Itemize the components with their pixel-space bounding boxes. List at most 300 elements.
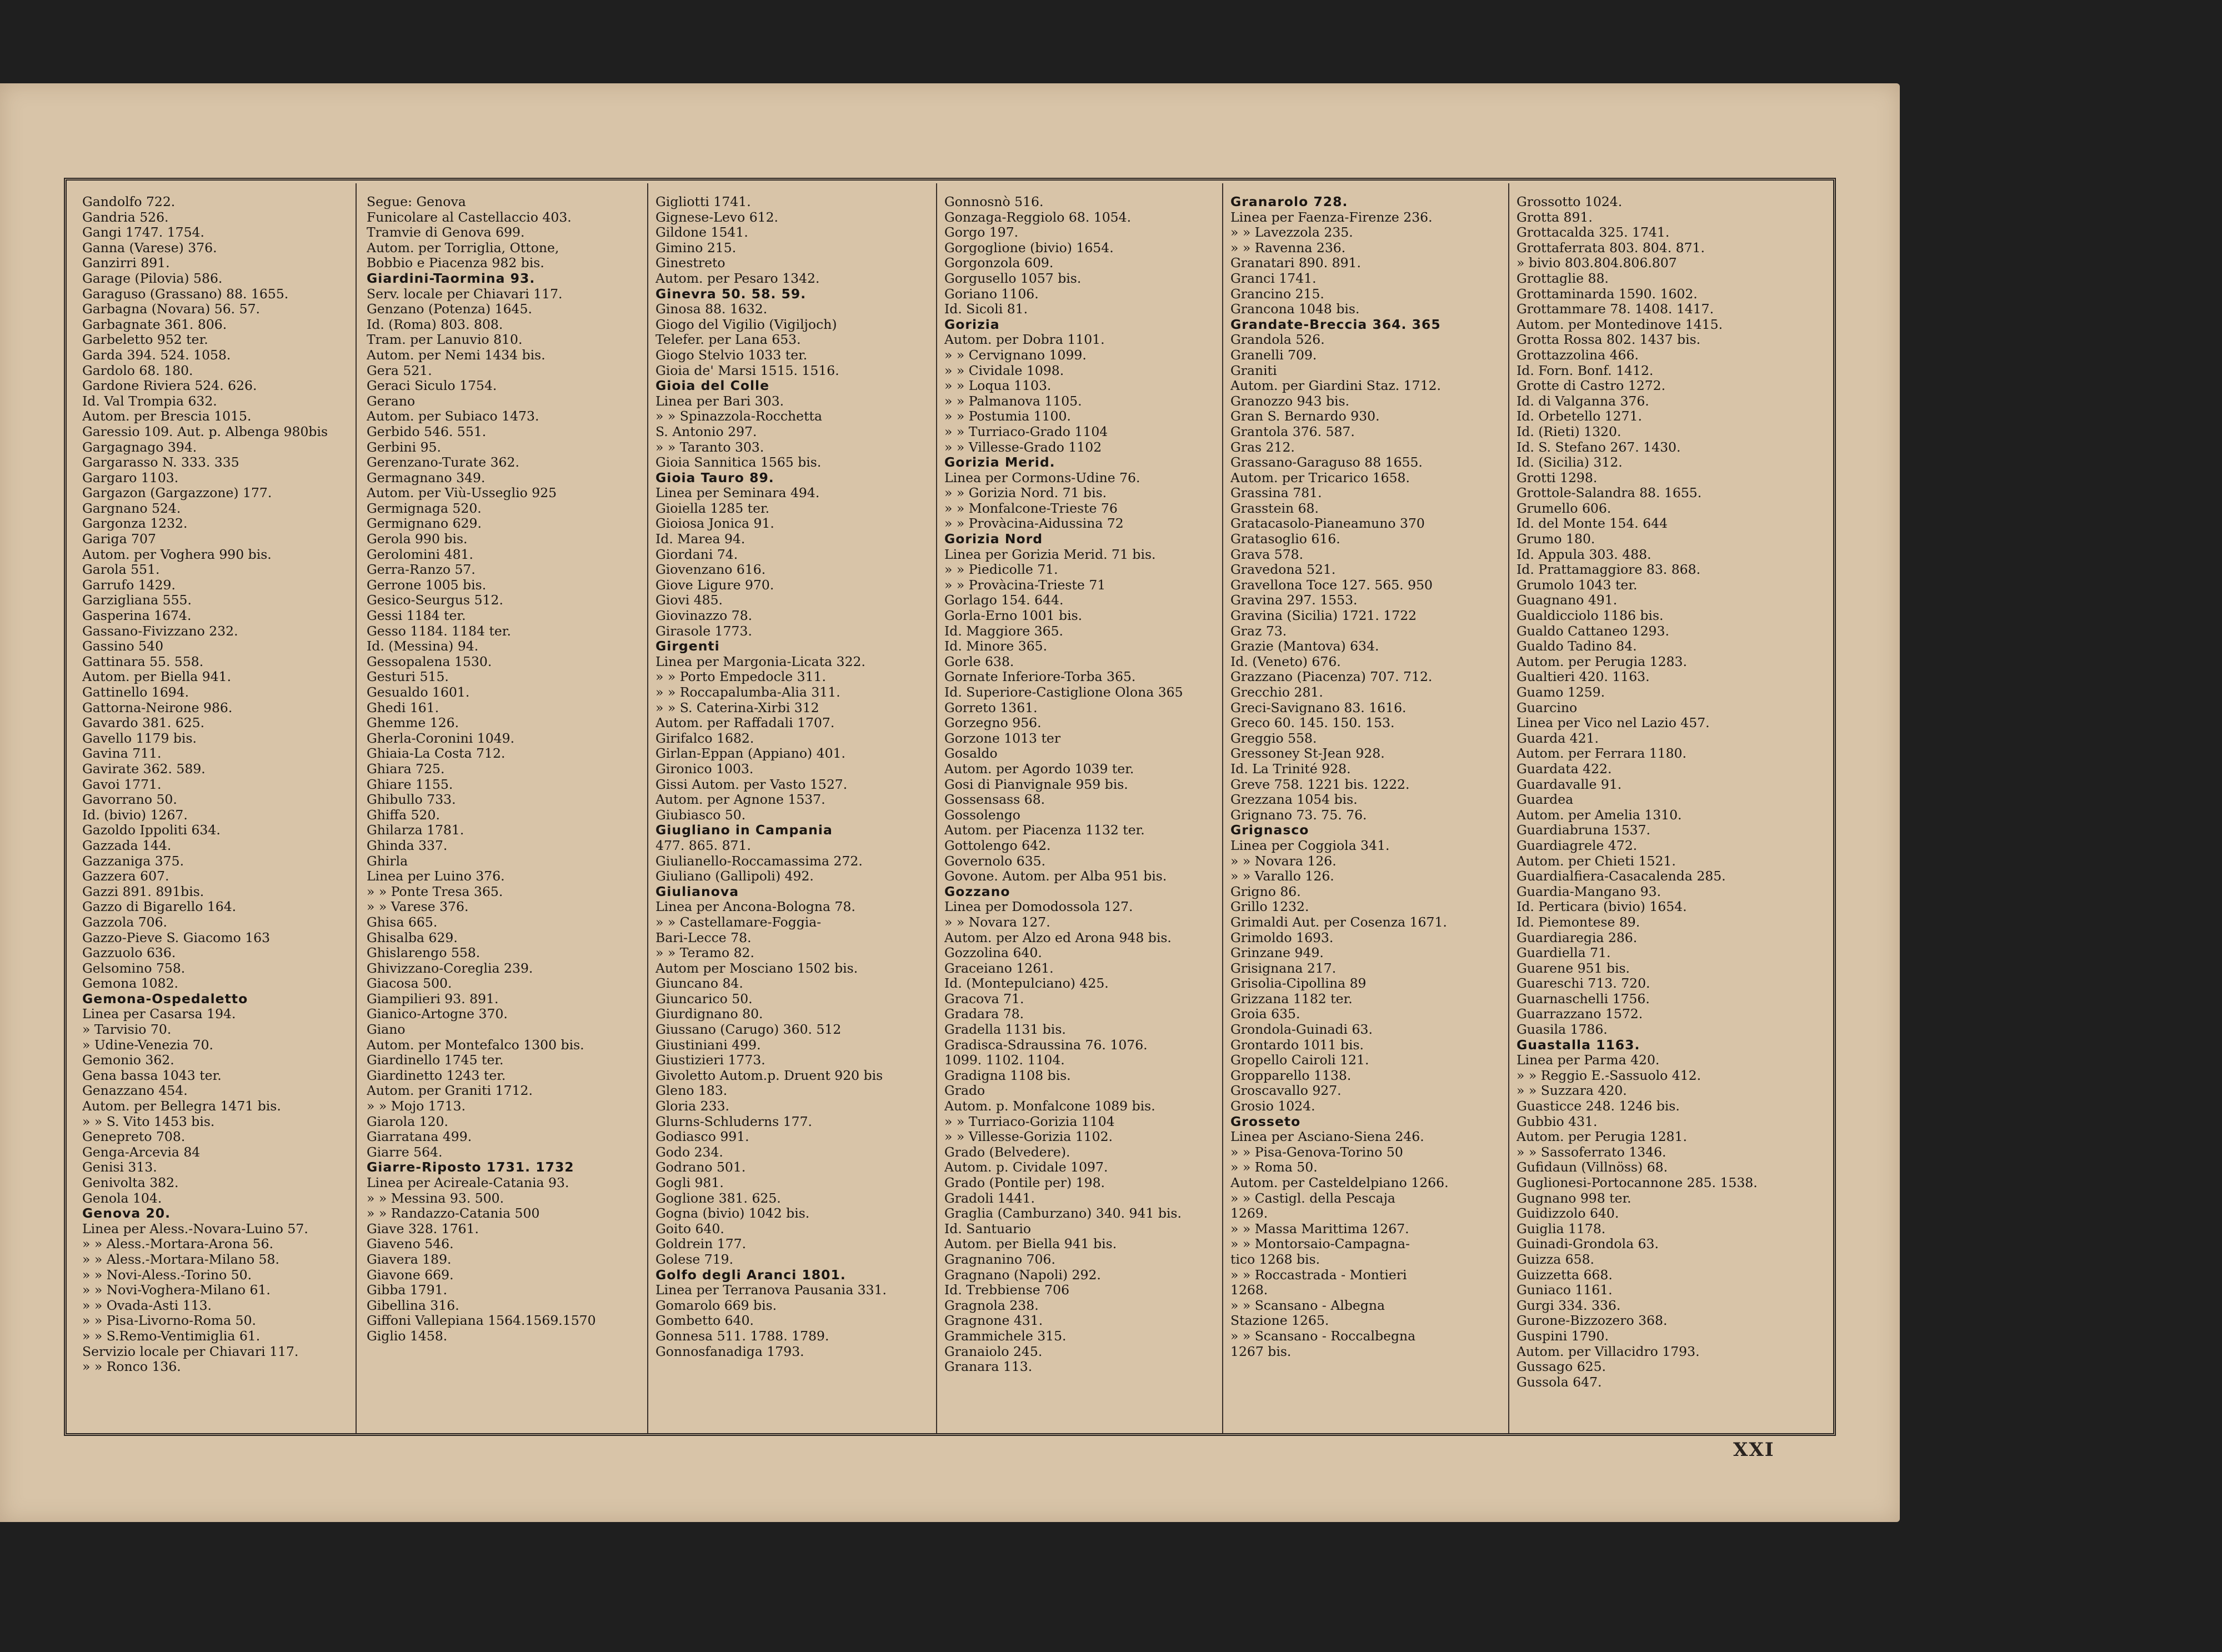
- index-entry: Id. (Montepulciano) 425.: [944, 975, 1109, 992]
- index-entry: Grottaminarda 1590. 1602.: [1517, 286, 1698, 302]
- index-entry: Id. Maggiore 365.: [944, 623, 1064, 639]
- index-entry: Id. Orbetello 1271.: [1517, 408, 1642, 424]
- index-entry: » Udine-Venezia 70.: [82, 1037, 213, 1053]
- index-entry: Gravellona Toce 127. 565. 950: [1230, 577, 1433, 593]
- index-entry: » » Novi-Voghera-Milano 61.: [82, 1282, 271, 1298]
- index-entry: Ghedi 161.: [367, 699, 439, 715]
- index-entry: Gerano: [367, 393, 416, 409]
- index-entry: Gazzera 607.: [82, 868, 169, 884]
- index-entry: Id. del Monte 154. 644: [1517, 515, 1668, 532]
- index-entry: Gragnano (Napoli) 292.: [944, 1266, 1101, 1283]
- index-entry: Id. (bivio) 1267.: [82, 807, 188, 823]
- index-entry: Autom per Mosciano 1502 bis.: [655, 960, 858, 976]
- index-entry: Ghiare 1155.: [367, 776, 453, 792]
- index-entry: Giardinello 1745 ter.: [367, 1052, 504, 1068]
- index-entry: Id. Forn. Bonf. 1412.: [1517, 362, 1654, 378]
- index-entry: Ghirla: [367, 853, 408, 869]
- index-entry: Gonnesa 511. 1788. 1789.: [655, 1328, 829, 1344]
- index-entry: Linea per Coggiola 341.: [1230, 837, 1390, 853]
- index-entry: Grancona 1048 bis.: [1230, 301, 1360, 317]
- index-entry: Grottole-Salandra 88. 1655.: [1517, 485, 1702, 501]
- index-entry: » » Roccastrada - Montieri: [1230, 1266, 1407, 1283]
- index-entry: Germignano 629.: [367, 515, 482, 532]
- index-entry: Gragnone 431.: [944, 1313, 1043, 1329]
- index-entry: Giogo Stelvio 1033 ter.: [655, 347, 808, 363]
- index-entry: Gandolfo 722.: [82, 194, 176, 209]
- index-entry: Girlan-Eppan (Appiano) 401.: [655, 745, 845, 762]
- index-entry: Grisignana 217.: [1230, 960, 1337, 976]
- index-entry: » bivio 803.804.806.807: [1517, 255, 1677, 271]
- index-entry: Autom. per Agnone 1537.: [655, 792, 825, 808]
- index-entry: Id. Piemontese 89.: [1517, 914, 1640, 930]
- index-entry: Gras 212.: [1230, 439, 1295, 455]
- index-entry: Autom. per Pesaro 1342.: [655, 270, 820, 286]
- index-entry: Bari-Lecce 78.: [655, 929, 752, 945]
- index-entry: Id. (Roma) 803. 808.: [367, 316, 503, 332]
- column-rule: [936, 183, 937, 1433]
- index-entry: Grassina 781.: [1230, 485, 1322, 501]
- index-entry: Guasticce 248. 1246 bis.: [1517, 1098, 1680, 1114]
- index-entry: 477. 865. 871.: [655, 837, 751, 853]
- index-entry: Gottolengo 642.: [944, 837, 1051, 853]
- index-entry: » » Ronco 136.: [82, 1359, 181, 1375]
- index-entry: Linea per Luino 376.: [367, 868, 505, 884]
- index-entry: Gurone-Bizzozero 368.: [1517, 1313, 1668, 1329]
- index-entry: Gombetto 640.: [655, 1313, 754, 1329]
- index-entry: Gazzi 891. 891bis.: [82, 883, 204, 899]
- index-entry: Garaguso (Grassano) 88. 1655.: [82, 286, 289, 302]
- index-entry: Gena bassa 1043 ter.: [82, 1067, 222, 1083]
- index-entry: Gorzegno 956.: [944, 715, 1042, 731]
- index-entry: Gogli 981.: [655, 1175, 724, 1190]
- index-entry: Garbeletto 952 ter.: [82, 332, 208, 348]
- index-entry: Linea per Ancona-Bologna 78.: [655, 899, 855, 915]
- index-entry: Gesico-Seurgus 512.: [367, 592, 503, 608]
- index-entry: » » Cividale 1098.: [944, 362, 1064, 378]
- index-entry: » » Ravenna 236.: [1230, 239, 1346, 256]
- index-entry: Id. S. Stefano 267. 1430.: [1517, 439, 1681, 455]
- index-entry: Guamo 1259.: [1517, 684, 1605, 700]
- index-entry: Giuncano 84.: [655, 975, 743, 992]
- index-entry: Genazzano 454.: [82, 1083, 188, 1099]
- index-entry: » » Monfalcone-Trieste 76: [944, 500, 1118, 516]
- index-entry: Gardone Riviera 524. 626.: [82, 378, 257, 394]
- index-entry: Godo 234.: [655, 1144, 723, 1160]
- index-entry: Gianico-Artogne 370.: [367, 1006, 508, 1022]
- index-entry: Goldrein 177.: [655, 1236, 747, 1252]
- index-entry: Gazoldo Ippoliti 634.: [82, 822, 221, 838]
- index-heading: Gorizia Merid.: [944, 454, 1055, 470]
- index-entry: Grimoldo 1693.: [1230, 929, 1334, 945]
- index-entry: » » Reggio E.-Sassuolo 412.: [1517, 1067, 1701, 1083]
- index-entry: Gualdo Cattaneo 1293.: [1517, 623, 1669, 639]
- index-entry: Gorgusello 1057 bis.: [944, 270, 1082, 286]
- index-entry: Guardiella 71.: [1517, 945, 1611, 961]
- index-entry: Gerenzano-Turate 362.: [367, 454, 519, 470]
- index-entry: Giarola 120.: [367, 1113, 449, 1129]
- index-entry: Gavirate 362. 589.: [82, 760, 206, 777]
- index-entry: Grottammare 78. 1408. 1417.: [1517, 301, 1714, 317]
- index-entry: Grumolo 1043 ter.: [1517, 577, 1638, 593]
- index-entry: Gerolomini 481.: [367, 546, 473, 562]
- index-entry: Gerra-Ranzo 57.: [367, 562, 476, 578]
- index-entry: » » Porto Empedocle 311.: [655, 669, 826, 685]
- index-entry: Autom. per Giardini Staz. 1712.: [1230, 378, 1441, 394]
- index-entry: Ghivizzano-Coreglia 239.: [367, 960, 533, 976]
- index-entry: » » Scansano - Albegna: [1230, 1297, 1385, 1313]
- index-entry: Id. Superiore-Castiglione Olona 365: [944, 684, 1183, 700]
- index-entry: » » Piedicolle 71.: [944, 562, 1058, 578]
- index-heading: Gorizia: [944, 316, 1000, 332]
- index-entry: Grava 578.: [1230, 546, 1304, 562]
- index-column-2: [367, 194, 644, 1428]
- index-entry: Greve 758. 1221 bis. 1222.: [1230, 776, 1410, 792]
- index-entry: 1267 bis.: [1230, 1343, 1292, 1359]
- index-entry: Gubbio 431.: [1517, 1113, 1598, 1129]
- index-heading: Gemona-Ospedaletto: [82, 990, 248, 1007]
- index-entry: Grasstein 68.: [1230, 500, 1319, 516]
- index-entry: Guarnaschelli 1756.: [1517, 990, 1650, 1007]
- index-entry: Gildone 1541.: [655, 224, 748, 241]
- index-entry: Gazzada 144.: [82, 837, 172, 853]
- index-entry: Funicolare al Castellaccio 403.: [367, 209, 572, 225]
- index-entry: Gioia de' Marsi 1515. 1516.: [655, 362, 839, 378]
- index-entry: Grinzane 949.: [1230, 945, 1324, 961]
- index-entry: » » Ovada-Asti 113.: [82, 1297, 212, 1313]
- index-entry: Giarratana 499.: [367, 1129, 472, 1145]
- index-entry: Governolo 635.: [944, 853, 1046, 869]
- index-entry: Gavardo 381. 625.: [82, 715, 205, 731]
- index-entry: Girifalco 1682.: [655, 730, 754, 746]
- index-heading: Gioia Tauro 89.: [655, 469, 774, 485]
- index-entry: Ginosa 88. 1632.: [655, 301, 768, 317]
- index-entry: Gonnosfanadiga 1793.: [655, 1343, 804, 1359]
- index-heading: Giardini-Taormina 93.: [367, 270, 536, 286]
- index-entry: Giave 328. 1761.: [367, 1220, 479, 1237]
- index-entry: » » Mojo 1713.: [367, 1098, 466, 1114]
- index-entry: Giovenzano 616.: [655, 562, 766, 578]
- index-entry: Grotte di Castro 1272.: [1517, 378, 1666, 394]
- index-entry: Id. Sicoli 81.: [944, 301, 1028, 317]
- index-entry: Grotta 891.: [1517, 209, 1593, 225]
- index-entry: Grancino 215.: [1230, 286, 1324, 302]
- index-entry: » » Castigl. della Pescaja: [1230, 1190, 1395, 1206]
- index-entry: Gerola 990 bis.: [367, 531, 468, 547]
- index-entry: Grotti 1298.: [1517, 469, 1598, 485]
- index-entry: Grado (Belvedere).: [944, 1144, 1070, 1160]
- index-entry: Id. Prattamaggiore 83. 868.: [1517, 562, 1701, 578]
- index-entry: Grumello 606.: [1517, 500, 1612, 516]
- index-entry: Autom. per Dobra 1101.: [944, 332, 1105, 348]
- index-entry: Guarene 951 bis.: [1517, 960, 1630, 976]
- index-entry: » » S. Vito 1453 bis.: [82, 1113, 215, 1129]
- column-rule: [1222, 183, 1223, 1433]
- index-entry: Gropello Cairoli 121.: [1230, 1052, 1369, 1068]
- index-entry: » » Taranto 303.: [655, 439, 764, 455]
- index-entry: Granaiolo 245.: [944, 1343, 1043, 1359]
- index-entry: Guinadi-Grondola 63.: [1517, 1236, 1659, 1252]
- column-rule: [647, 183, 648, 1433]
- index-entry: Gonzaga-Reggiolo 68. 1054.: [944, 209, 1132, 225]
- index-entry: Granozzo 943 bis.: [1230, 393, 1350, 409]
- index-entry: Giampilieri 93. 891.: [367, 990, 499, 1007]
- index-entry: Gazzo-Pieve S. Giacomo 163: [82, 929, 271, 945]
- index-entry: Autom. per Tricarico 1658.: [1230, 469, 1410, 485]
- index-entry: 1099. 1102. 1104.: [944, 1052, 1065, 1068]
- index-entry: Gangi 1747. 1754.: [82, 224, 204, 241]
- index-entry: Grondola-Guinadi 63.: [1230, 1022, 1373, 1038]
- index-entry: Gargonza 1232.: [82, 515, 188, 532]
- index-entry: Gran S. Bernardo 930.: [1230, 408, 1380, 424]
- index-entry: » » Novara 126.: [1230, 853, 1337, 869]
- index-entry: Autom. per Perugia 1283.: [1517, 653, 1687, 669]
- index-entry: Autom. per Biella 941.: [82, 669, 232, 685]
- index-entry: » » Randazzo-Catania 500: [367, 1205, 540, 1222]
- index-entry: Gradigna 1108 bis.: [944, 1067, 1071, 1083]
- index-entry: Grosio 1024.: [1230, 1098, 1315, 1114]
- index-entry: Giffoni Vallepiana 1564.1569.1570: [367, 1313, 596, 1329]
- index-entry: Giardinetto 1243 ter.: [367, 1067, 506, 1083]
- index-entry: » » Provàcina-Aidussina 72: [944, 515, 1124, 532]
- index-entry: Gherla-Coronini 1049.: [367, 730, 515, 746]
- index-entry: Gasperina 1674.: [82, 608, 192, 624]
- index-entry: Guardata 422.: [1517, 760, 1612, 777]
- index-entry: Germagnano 349.: [367, 469, 486, 485]
- index-entry: Giogo del Vigilio (Vigiljoch): [655, 316, 837, 332]
- index-entry: Gualtieri 420. 1163.: [1517, 669, 1650, 685]
- index-entry: Genzano (Potenza) 1645.: [367, 301, 532, 317]
- index-entry: Gussola 647.: [1517, 1374, 1602, 1390]
- index-entry: Autom. per Biella 941 bis.: [944, 1236, 1117, 1252]
- index-entry: Garrufo 1429.: [82, 577, 176, 593]
- index-entry: Autom. p. Monfalcone 1089 bis.: [944, 1098, 1155, 1114]
- index-entry: Grotta Rossa 802. 1437 bis.: [1517, 332, 1701, 348]
- index-entry: Id. di Valganna 376.: [1517, 393, 1649, 409]
- index-entry: Linea per Casarsa 194.: [82, 1006, 236, 1022]
- index-entry: » » Spinazzola-Rocchetta: [655, 408, 822, 424]
- index-entry: Graniti: [1230, 362, 1277, 378]
- index-entry: Autom. per Torriglia, Ottone,: [367, 239, 559, 256]
- index-entry: Autom. per Subiaco 1473.: [367, 408, 539, 424]
- index-entry: Autom. per Piacenza 1132 ter.: [944, 822, 1145, 838]
- index-entry: » » Suzzara 420.: [1517, 1083, 1627, 1099]
- index-entry: » » Varese 376.: [367, 899, 469, 915]
- index-entry: Linea per Domodossola 127.: [944, 899, 1133, 915]
- index-entry: Guglionesi-Portocannone 285. 1538.: [1517, 1175, 1758, 1190]
- index-entry: Giulianello-Roccamassima 272.: [655, 853, 863, 869]
- index-entry: Granelli 709.: [1230, 347, 1317, 363]
- index-entry: Gerrone 1005 bis.: [367, 577, 487, 593]
- index-entry: Gimino 215.: [655, 239, 737, 256]
- index-entry: Gattinara 55. 558.: [82, 653, 204, 669]
- index-heading: Grosseto: [1230, 1113, 1301, 1129]
- index-entry: Linea per Faenza-Firenze 236.: [1230, 209, 1433, 225]
- index-entry: Gibba 1791.: [367, 1282, 448, 1298]
- index-entry: Grizzana 1182 ter.: [1230, 990, 1353, 1007]
- index-entry: Girasole 1773.: [655, 623, 752, 639]
- index-entry: Greco 60. 145. 150. 153.: [1230, 715, 1395, 731]
- index-entry: » » Villesse-Gorizia 1102.: [944, 1129, 1113, 1145]
- index-entry: Groia 635.: [1230, 1006, 1300, 1022]
- index-entry: Gioia Sannitica 1565 bis.: [655, 454, 822, 470]
- index-entry: Ghiaia-La Costa 712.: [367, 745, 506, 762]
- index-entry: Germignaga 520.: [367, 500, 482, 516]
- page-number: XXI: [1733, 1439, 1775, 1461]
- index-entry: Grezzana 1054 bis.: [1230, 792, 1358, 808]
- index-entry: » » Pisa-Genova-Torino 50: [1230, 1144, 1403, 1160]
- index-entry: Ghiffa 520.: [367, 807, 440, 823]
- index-entry: Id. (Messina) 94.: [367, 638, 479, 654]
- index-entry: Guardialfiera-Casacalenda 285.: [1517, 868, 1726, 884]
- index-entry: Gariga 707: [82, 531, 156, 547]
- index-entry: Gessi 1184 ter.: [367, 608, 466, 624]
- index-entry: Garzigliana 555.: [82, 592, 192, 608]
- index-entry: Ghisa 665.: [367, 914, 438, 930]
- index-entry: Gorzone 1013 ter: [944, 730, 1061, 746]
- index-entry: » » Turriaco-Grado 1104: [944, 423, 1108, 439]
- index-entry: » » Ponte Tresa 365.: [367, 883, 503, 899]
- index-entry: Gomarolo 669 bis.: [655, 1297, 777, 1313]
- index-entry: Autom. per Villacidro 1793.: [1517, 1343, 1700, 1359]
- index-entry: Gropparello 1138.: [1230, 1067, 1352, 1083]
- index-heading: Giarre-Riposto 1731. 1732: [367, 1159, 574, 1175]
- index-entry: Gattinello 1694.: [82, 684, 189, 700]
- index-entry: S. Antonio 297.: [655, 423, 757, 439]
- index-entry: » » Novara 127.: [944, 914, 1050, 930]
- index-entry: Gazzo di Bigarello 164.: [82, 899, 237, 915]
- index-entry: Autom. p. Cividale 1097.: [944, 1159, 1108, 1175]
- index-entry: Gorla-Erno 1001 bis.: [944, 608, 1083, 624]
- index-entry: Guardiaregia 286.: [1517, 929, 1638, 945]
- index-entry: Autom. per Montedinove 1415.: [1517, 316, 1723, 332]
- index-entry: Id. Marea 94.: [655, 531, 745, 547]
- index-entry: Ghibullo 733.: [367, 792, 456, 808]
- index-entry: Giaveno 546.: [367, 1236, 454, 1252]
- index-entry: Gavina 711.: [82, 745, 162, 762]
- index-entry: » » Roccapalumba-Alia 311.: [655, 684, 840, 700]
- index-entry: Gurgi 334. 336.: [1517, 1297, 1621, 1313]
- index-entry: » » Lavezzola 235.: [1230, 224, 1353, 241]
- index-entry: Gravedona 521.: [1230, 562, 1336, 578]
- index-entry: Guardia-Mangano 93.: [1517, 883, 1662, 899]
- index-entry: Granatari 890. 891.: [1230, 255, 1361, 271]
- index-entry: » » Villesse-Grado 1102: [944, 439, 1102, 455]
- index-entry: Goglione 381. 625.: [655, 1190, 781, 1206]
- index-heading: Giugliano in Campania: [655, 822, 833, 838]
- index-entry: Giuncarico 50.: [655, 990, 753, 1007]
- index-entry: Gorgonzola 609.: [944, 255, 1054, 271]
- index-entry: Gozzolina 640.: [944, 945, 1042, 961]
- index-heading: Giulianova: [655, 883, 739, 899]
- index-entry: Gesualdo 1601.: [367, 684, 470, 700]
- index-entry: Ginestreto: [655, 255, 725, 271]
- index-entry: Guardea: [1517, 792, 1574, 808]
- index-entry: Linea per Terranova Pausania 331.: [655, 1282, 887, 1298]
- index-entry: Ghisalba 629.: [367, 929, 458, 945]
- index-entry: Autom. per Graniti 1712.: [367, 1083, 533, 1099]
- index-entry: Linea per Bari 303.: [655, 393, 784, 409]
- index-entry: Gemonio 362.: [82, 1052, 174, 1068]
- index-entry: Gignese-Levo 612.: [655, 209, 779, 225]
- index-entry: Gassano-Fivizzano 232.: [82, 623, 238, 639]
- index-entry: » » Pisa-Livorno-Roma 50.: [82, 1313, 257, 1329]
- index-entry: » » Aless.-Mortara-Arona 56.: [82, 1236, 274, 1252]
- index-entry: Linea per Parma 420.: [1517, 1052, 1660, 1068]
- index-entry: Linea per Margonia-Licata 322.: [655, 653, 865, 669]
- index-entry: Id. La Trinité 928.: [1230, 760, 1351, 777]
- index-entry: Genga-Arcevia 84: [82, 1144, 201, 1160]
- index-entry: Gigliotti 1741.: [655, 194, 751, 209]
- index-column-1: [82, 194, 354, 1428]
- index-entry: Giubiasco 50.: [655, 807, 746, 823]
- index-entry: Giavera 189.: [367, 1251, 452, 1267]
- index-entry: Gissi Autom. per Vasto 1527.: [655, 776, 848, 792]
- index-entry: Gualdo Tadino 84.: [1517, 638, 1637, 654]
- index-entry: Id. (Veneto) 676.: [1230, 653, 1341, 669]
- index-entry: Golese 719.: [655, 1251, 734, 1267]
- index-entry: Genepreto 708.: [82, 1129, 186, 1145]
- index-entry: Gossensass 68.: [944, 792, 1045, 808]
- index-entry: Bobbio e Piacenza 982 bis.: [367, 255, 544, 271]
- index-entry: Ghinda 337.: [367, 837, 448, 853]
- index-entry: Gazzola 706.: [82, 914, 168, 930]
- index-entry: Gavorrano 50.: [82, 792, 177, 808]
- index-entry: » » Massa Marittima 1267.: [1230, 1220, 1409, 1237]
- index-entry: Id. Trebbiense 706: [944, 1282, 1070, 1298]
- index-heading: Gioia del Colle: [655, 378, 770, 394]
- index-entry: tico 1268 bis.: [1230, 1251, 1320, 1267]
- index-entry: Gracova 71.: [944, 990, 1024, 1007]
- index-entry: Guidizzolo 640.: [1517, 1205, 1619, 1222]
- index-entry: Gassino 540: [82, 638, 164, 654]
- index-entry: Gonnosnò 516.: [944, 194, 1044, 209]
- index-entry: » » Novi-Aless.-Torino 50.: [82, 1266, 252, 1283]
- index-entry: Gravina 297. 1553.: [1230, 592, 1358, 608]
- index-entry: Grossotto 1024.: [1517, 194, 1623, 209]
- index-entry: Goito 640.: [655, 1220, 724, 1237]
- index-entry: Grazie (Mantova) 634.: [1230, 638, 1379, 654]
- index-entry: Grontardo 1011 bis.: [1230, 1037, 1364, 1053]
- index-entry: Grazzano (Piacenza) 707. 712.: [1230, 669, 1433, 685]
- index-entry: Gorreto 1361.: [944, 699, 1038, 715]
- index-entry: » » Provàcina-Trieste 71: [944, 577, 1106, 593]
- index-entry: Godrano 501.: [655, 1159, 746, 1175]
- index-entry: » » Gorizia Nord. 71 bis.: [944, 485, 1107, 501]
- index-entry: Autom. per Casteldelpiano 1266.: [1230, 1175, 1449, 1190]
- index-entry: Ghemme 126.: [367, 715, 459, 731]
- index-entry: Linea per Vico nel Lazio 457.: [1517, 715, 1710, 731]
- index-entry: Gironico 1003.: [655, 760, 754, 777]
- index-entry: Grignano 73. 75. 76.: [1230, 807, 1367, 823]
- index-entry: Autom. per Voghera 990 bis.: [82, 546, 272, 562]
- index-heading: Guastalla 1163.: [1517, 1037, 1640, 1053]
- index-entry: Gerbini 95.: [367, 439, 441, 455]
- index-entry: Granara 113.: [944, 1359, 1033, 1375]
- index-entry: » » Castellamare-Foggia-: [655, 914, 822, 930]
- index-entry: Graglia (Camburzano) 340. 941 bis.: [944, 1205, 1182, 1222]
- index-entry: Tram. per Lanuvio 810.: [367, 332, 523, 348]
- index-entry: Autom. per Amelia 1310.: [1517, 807, 1682, 823]
- index-entry: Gorlago 154. 644.: [944, 592, 1064, 608]
- index-entry: » » Cervignano 1099.: [944, 347, 1087, 363]
- index-entry: Gosaldo: [944, 745, 998, 762]
- index-column-4: [944, 194, 1221, 1428]
- index-entry: Greggio 558.: [1230, 730, 1317, 746]
- index-entry: Genisi 313.: [82, 1159, 157, 1175]
- index-entry: Guardavalle 91.: [1517, 776, 1622, 792]
- index-entry: Ganzirri 891.: [82, 255, 170, 271]
- index-entry: Gradella 1131 bis.: [944, 1022, 1066, 1038]
